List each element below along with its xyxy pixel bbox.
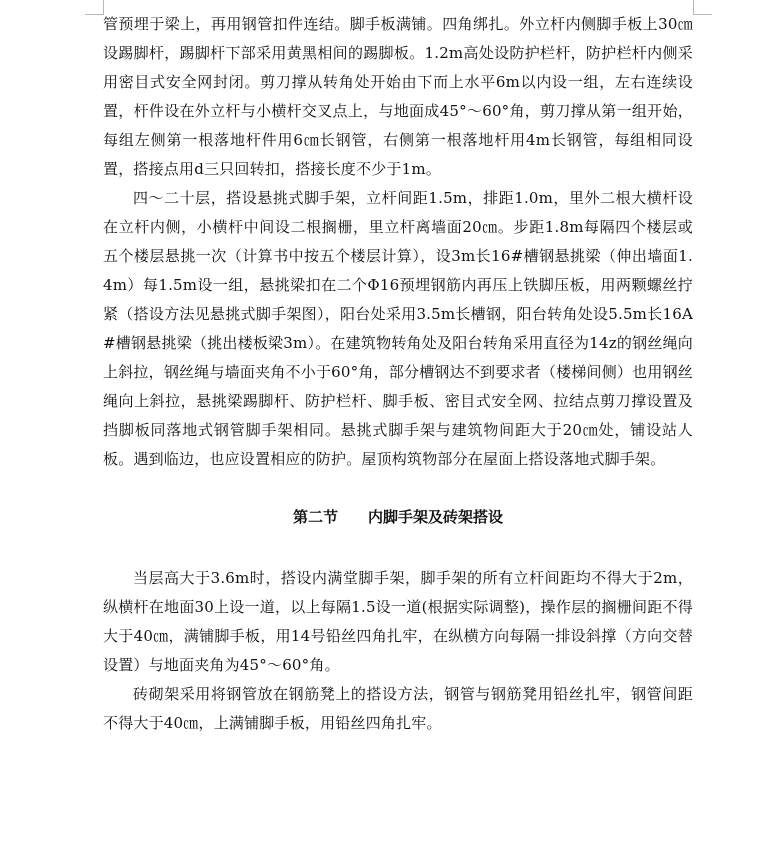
- section-title: 第二节 内脚手架及砖架搭设: [292, 508, 503, 526]
- paragraph-cantilever-scaffold: 四～二十层，搭设悬挑式脚手架，立杆间距1.5m，排距1.0m，里外二根大横杆设在立杆内侧，小横杆中间设二根搁栅，里立杆离墙面20㎝。步距1.8m每隔四个楼层或五个楼层悬挑一次（计算书中按五个楼层计算），设3m长16#槽钢悬挑梁（伸出墙面1.4m）每1.5m设一组，悬挑梁扣在二个Φ16预埋钢筋内再压上铁脚压板，用两颗螺丝拧紧（搭设方法见悬挑式脚手架图），阳台处采用3.5m长槽钢，阳台转角处设5.5m长16A#槽钢悬挑梁（挑出楼板梁3m）。在建筑物转角处及阳台转角采用直径为14z的钢丝绳向上斜拉，钢丝绳与墙面夹角不小于60°角，部分槽钢达不到要求者（楼梯间侧）也用钢丝绳向上斜拉，悬挑梁踢脚杆、防护栏杆、脚手板、密目式安全网、拉结点剪刀撑设置及挡脚板同落地式钢管脚手架相同。悬挑式脚手架与建筑物间距大于20㎝处，铺设站人板。遇到临边，也应设置相应的防护。屋顶构筑物部分在屋面上搭设落地式脚手架。: [103, 189, 693, 468]
- paragraph-masonry-scaffold: 砖砌架采用将钢管放在钢筋凳上的搭设方法，钢管与钢筋凳用铅丝扎牢，钢管间距不得大于40㎝，上满铺脚手板，用铅丝四角扎牢。: [103, 685, 693, 732]
- page-corner-mark-right: [693, 0, 712, 15]
- paragraph-inner-scaffold: 当层高大于3.6m时，搭设内满堂脚手架，脚手架的所有立杆间距均不得大于2m，纵横杆在地面30上设一道，以上每隔1.5设一道(根据实际调整)，操作层的搁栅间距不得大于40㎝，满铺脚手板，用14号铅丝四角扎牢，在纵横方向每隔一排设斜撑（方向交替设置）与地面夹角为45°～60°角。: [103, 569, 693, 674]
- paragraph-scaffold-continuation: 管预埋于梁上，再用钢管扣件连结。脚手板满铺。四角绑扎。外立杆内侧脚手板上30㎝设踢脚杆，踢脚杆下部采用黄黑相间的踢脚板。1.2m高处设防护栏杆，防护栏杆内侧采用密目式安全网封闭。剪刀撑从转角处开始由下而上水平6m以内设一组，左右连续设置，杆件设在外立杆与小横杆交叉点上，与地面成45°～60°角，剪刀撑从第一组开始，每组左侧第一根落地杆件用6㎝长钢管，右侧第一根落地杆用4m长钢管，每组相同设置，搭接点用d三只回转扣，搭接长度不少于1m。: [103, 15, 693, 178]
- page-corner-mark-left: [85, 0, 104, 15]
- document-body: [103, 10, 693, 738]
